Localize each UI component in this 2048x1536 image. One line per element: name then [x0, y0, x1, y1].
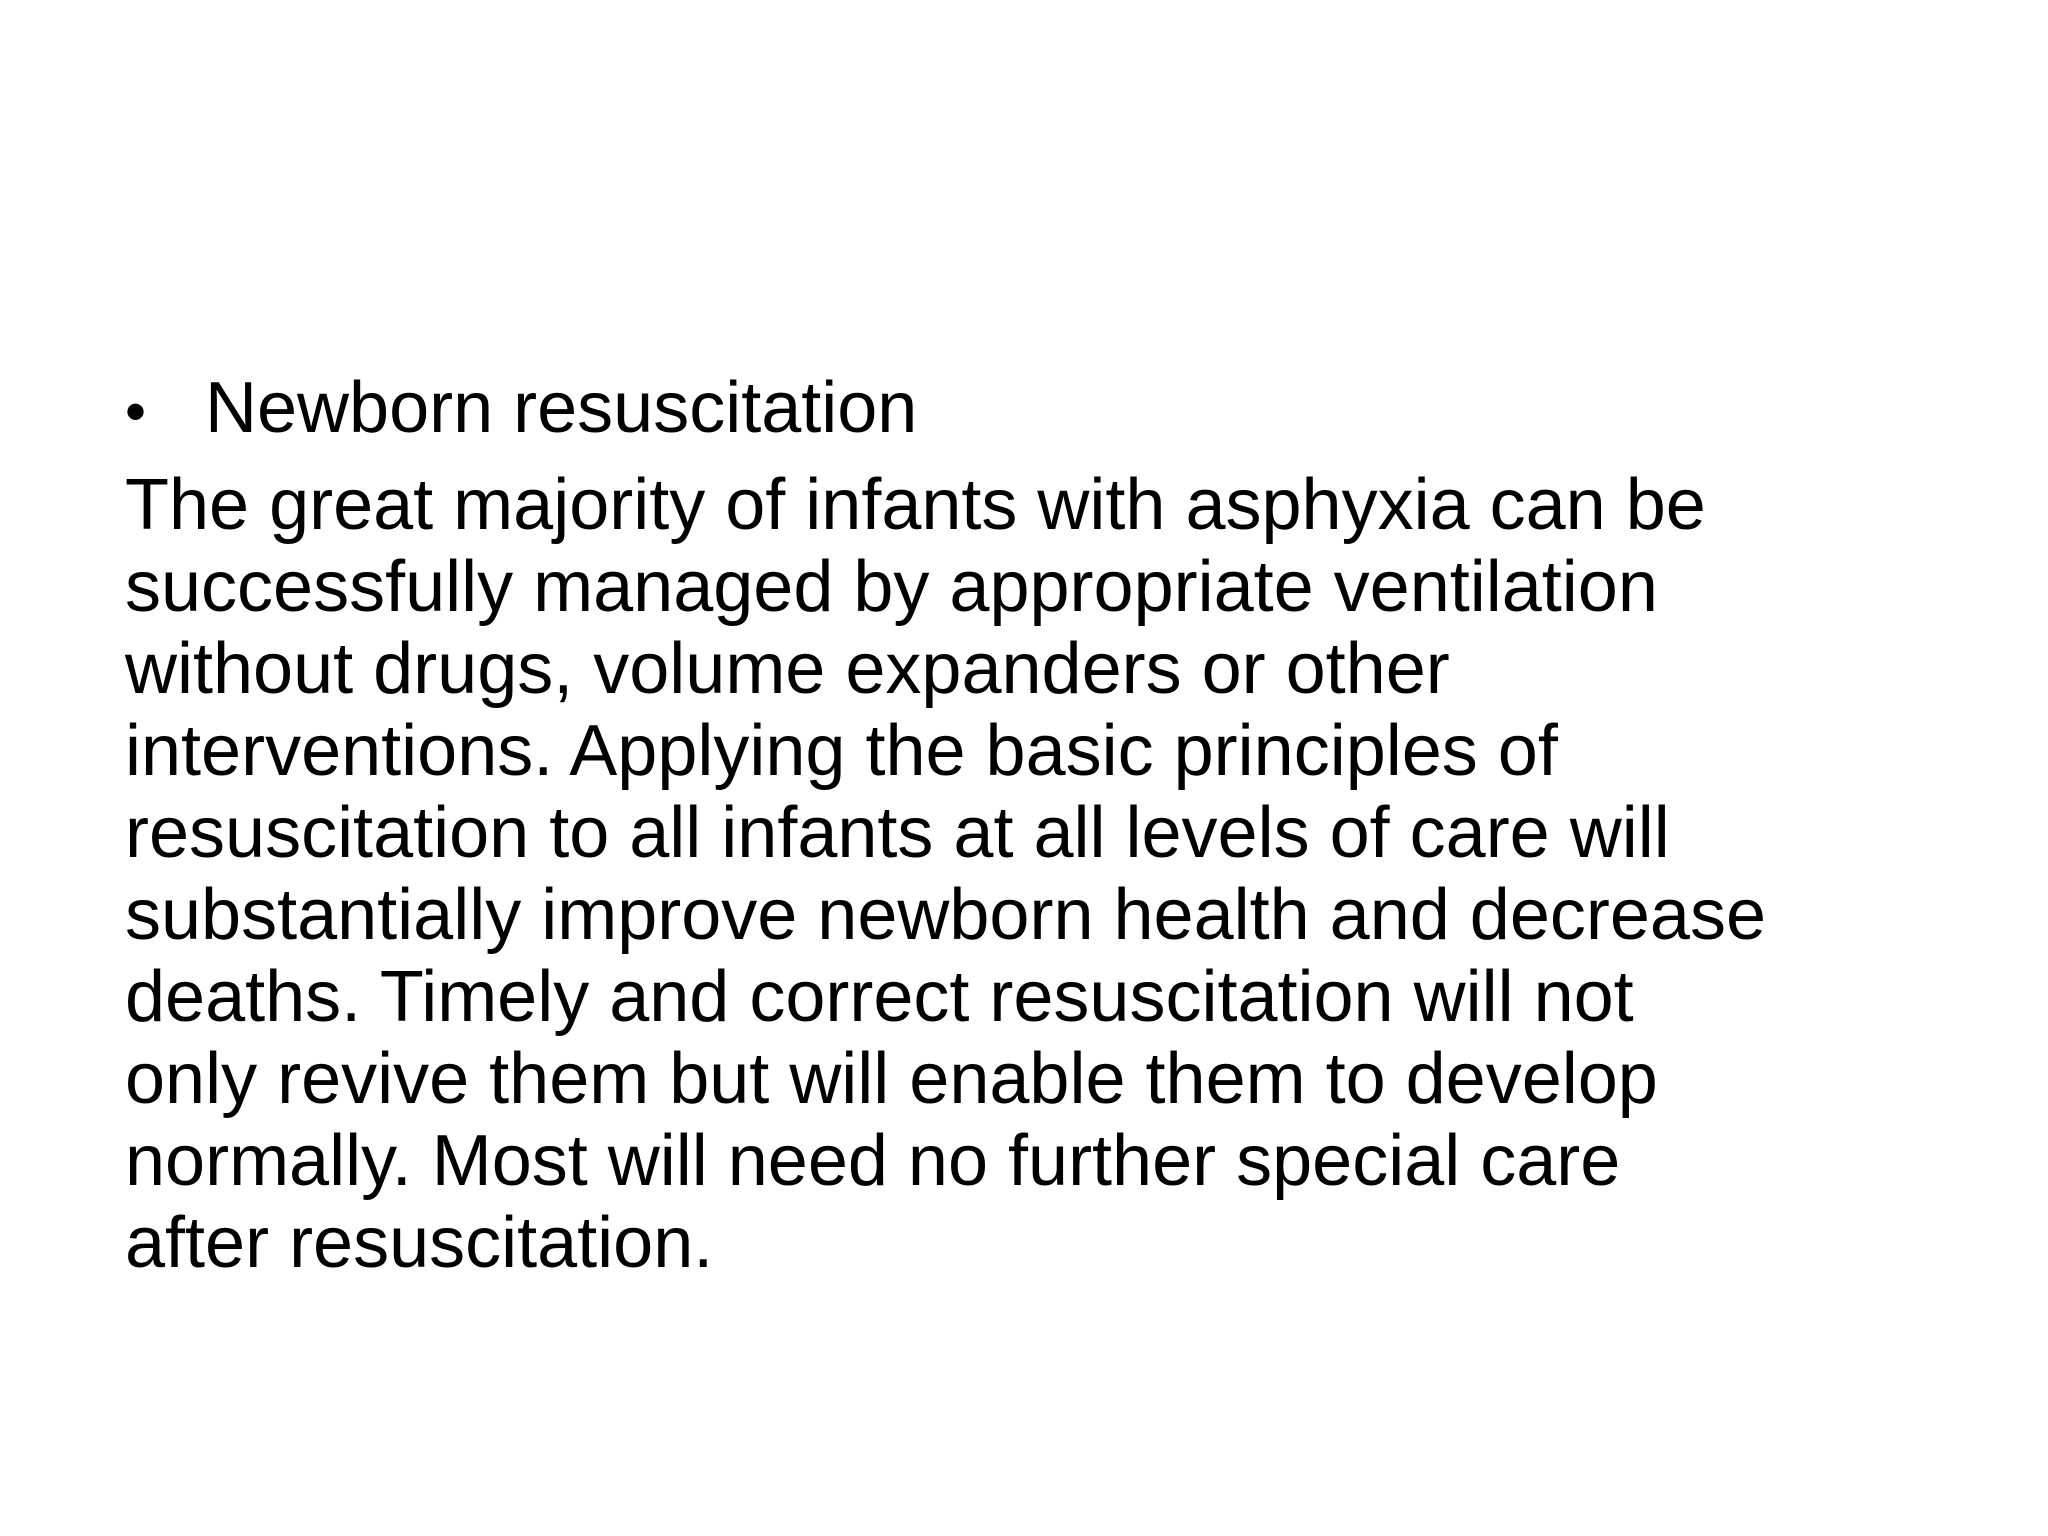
- body-line: deaths. Timely and correct resuscitation will not: [125, 957, 1634, 1037]
- body-line: interventions. Applying the basic principles of: [125, 711, 1558, 791]
- body-line: successfully managed by appropriate ventilation: [125, 547, 1658, 627]
- body-line: only revive them but will enable them to develop: [125, 1039, 1658, 1119]
- slide-content: [125, 358, 1965, 1284]
- body-line: after resuscitation.: [125, 1203, 714, 1283]
- bullet-item: [125, 358, 1965, 462]
- body-line: The great majority of infants with asphyxia can be: [125, 465, 1706, 545]
- bullet-heading: Newborn resuscitation: [205, 368, 918, 448]
- bullet-marker: •: [125, 378, 147, 445]
- body-line: normally. Most will need no further special care: [125, 1121, 1621, 1201]
- body-line: without drugs, volume expanders or other: [125, 629, 1450, 709]
- body-line: resuscitation to all infants at all levels of care will: [125, 793, 1670, 873]
- body-line: substantially improve newborn health and decrease: [125, 875, 1766, 955]
- body-paragraph: [125, 464, 1965, 1284]
